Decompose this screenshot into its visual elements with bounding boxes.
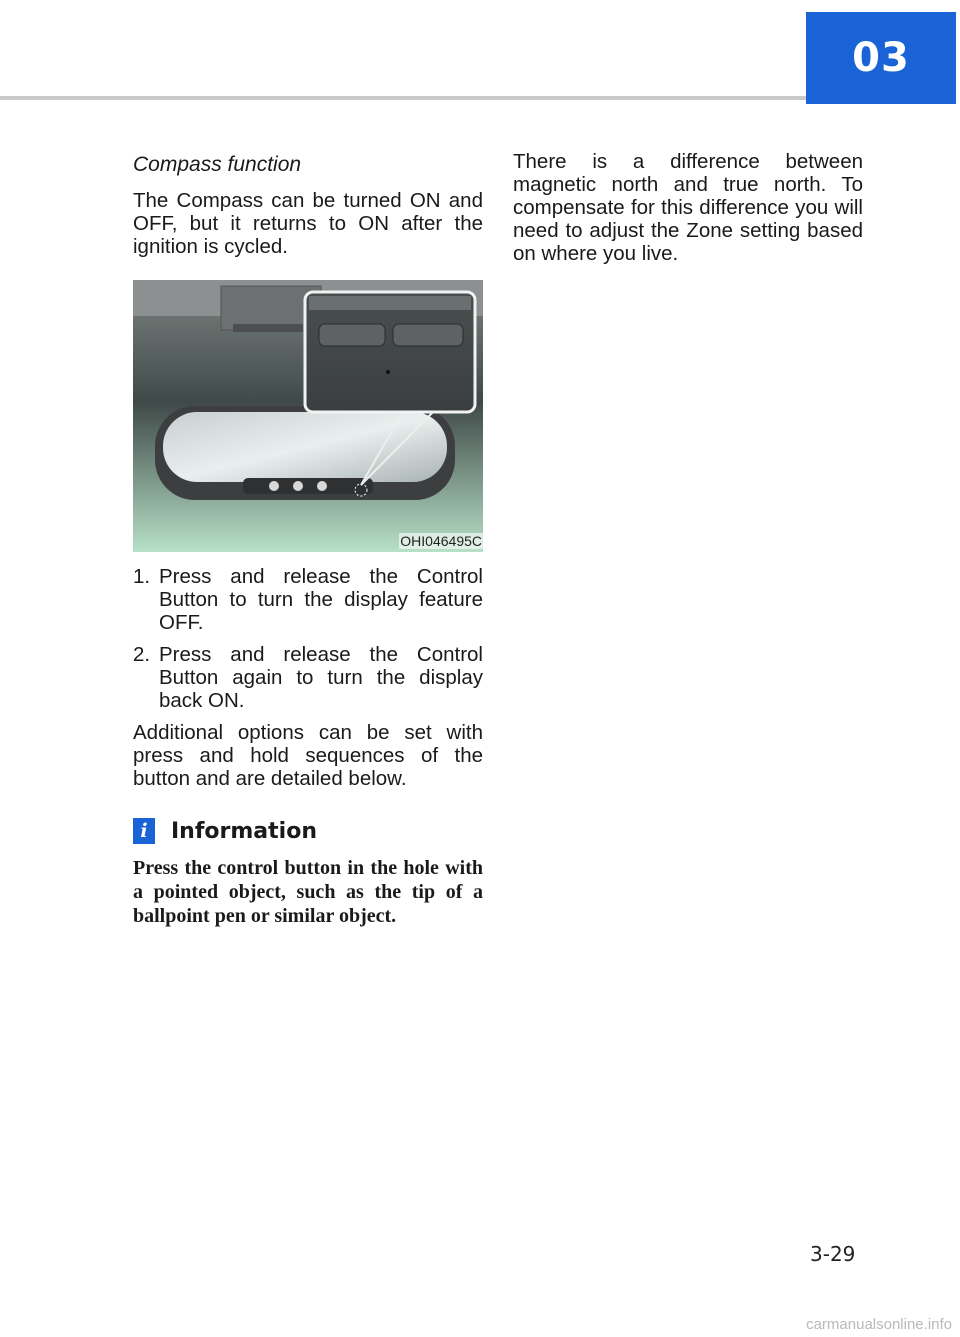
chapter-tab: 03: [806, 12, 956, 104]
step-text: Press and release the Control Button to turn the display feature OFF.: [159, 565, 483, 634]
right-paragraph: There is a difference between magnetic north and true north. To compensate for this difference you will need to adjust the Zone setting based on where you live.: [513, 150, 863, 265]
mirror-illustration: [133, 280, 483, 552]
steps-list: [133, 565, 483, 712]
note-paragraph: Additional options can be set with press and hold sequences of the button and are detailed below.: [133, 721, 483, 790]
info-title: Information: [171, 818, 317, 844]
section-title: Compass function: [133, 153, 302, 176]
info-body: Press the control button in the hole with a pointed object, such as the tip of a ballpoint pen or similar object.: [133, 857, 483, 927]
step-number: 1.: [133, 565, 151, 588]
list-item: [133, 565, 483, 634]
step-text: Press and release the Control Button again to turn the display back ON.: [159, 643, 483, 712]
list-item: [133, 643, 483, 712]
page-number: 3-29: [810, 1242, 856, 1266]
step-number: 2.: [133, 643, 151, 666]
info-icon: i: [133, 818, 155, 844]
left-column: [133, 150, 483, 928]
figure-code: OHI046495C: [400, 533, 482, 549]
header-rule: [0, 96, 806, 100]
right-column: [513, 150, 863, 265]
info-heading: [133, 818, 483, 844]
intro-paragraph: The Compass can be turned ON and OFF, but it returns to ON after the ignition is cycled.: [133, 189, 483, 258]
watermark-link[interactable]: carmanualsonline.info: [806, 1316, 952, 1333]
mirror-figure: [133, 280, 483, 552]
